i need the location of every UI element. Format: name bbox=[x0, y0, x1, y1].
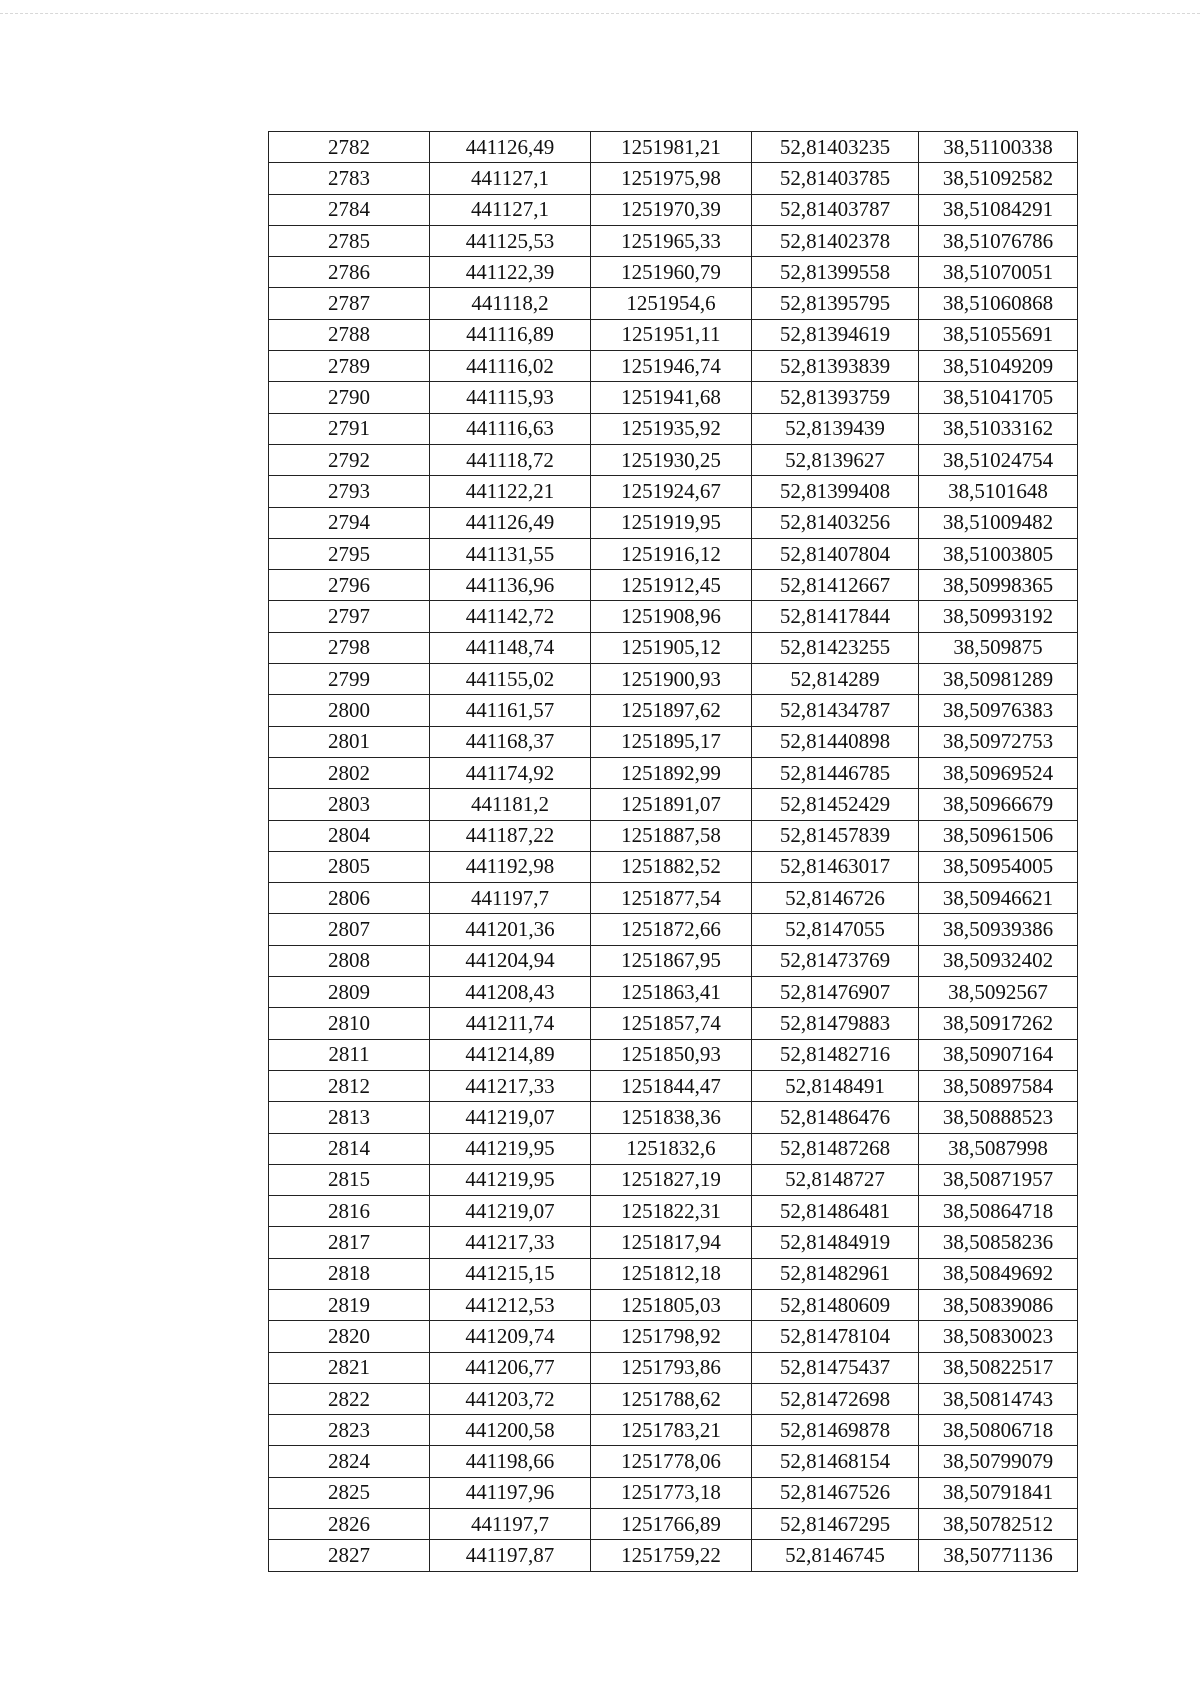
latitude-cell: 52,81469878 bbox=[752, 1415, 919, 1446]
table-row bbox=[269, 977, 1078, 1008]
longitude-cell: 38,50961506 bbox=[919, 820, 1078, 851]
table-row bbox=[269, 382, 1078, 413]
x-coordinate-cell: 441208,43 bbox=[430, 977, 591, 1008]
point-number-cell: 2797 bbox=[269, 601, 430, 632]
y-coordinate-cell: 1251805,03 bbox=[591, 1289, 752, 1320]
latitude-cell: 52,8146726 bbox=[752, 883, 919, 914]
y-coordinate-cell: 1251766,89 bbox=[591, 1509, 752, 1540]
x-coordinate-cell: 441197,87 bbox=[430, 1540, 591, 1571]
y-coordinate-cell: 1251867,95 bbox=[591, 945, 752, 976]
y-coordinate-cell: 1251832,6 bbox=[591, 1133, 752, 1164]
longitude-cell: 38,50998365 bbox=[919, 570, 1078, 601]
y-coordinate-cell: 1251916,12 bbox=[591, 538, 752, 569]
table-row bbox=[269, 632, 1078, 663]
y-coordinate-cell: 1251773,18 bbox=[591, 1477, 752, 1508]
x-coordinate-cell: 441197,7 bbox=[430, 1509, 591, 1540]
table-row bbox=[269, 695, 1078, 726]
x-coordinate-cell: 441219,95 bbox=[430, 1164, 591, 1195]
x-coordinate-cell: 441201,36 bbox=[430, 914, 591, 945]
table-row bbox=[269, 476, 1078, 507]
x-coordinate-cell: 441127,1 bbox=[430, 163, 591, 194]
latitude-cell: 52,81478104 bbox=[752, 1321, 919, 1352]
table-row bbox=[269, 1477, 1078, 1508]
x-coordinate-cell: 441155,02 bbox=[430, 664, 591, 695]
x-coordinate-cell: 441214,89 bbox=[430, 1039, 591, 1070]
point-number-cell: 2827 bbox=[269, 1540, 430, 1571]
y-coordinate-cell: 1251965,33 bbox=[591, 225, 752, 256]
y-coordinate-cell: 1251981,21 bbox=[591, 132, 752, 163]
longitude-cell: 38,50966679 bbox=[919, 789, 1078, 820]
y-coordinate-cell: 1251759,22 bbox=[591, 1540, 752, 1571]
longitude-cell: 38,51092582 bbox=[919, 163, 1078, 194]
table-row bbox=[269, 1383, 1078, 1414]
table-row bbox=[269, 1446, 1078, 1477]
x-coordinate-cell: 441211,74 bbox=[430, 1008, 591, 1039]
latitude-cell: 52,8139439 bbox=[752, 413, 919, 444]
latitude-cell: 52,81393839 bbox=[752, 351, 919, 382]
point-number-cell: 2784 bbox=[269, 194, 430, 225]
latitude-cell: 52,81484919 bbox=[752, 1227, 919, 1258]
point-number-cell: 2787 bbox=[269, 288, 430, 319]
y-coordinate-cell: 1251783,21 bbox=[591, 1415, 752, 1446]
point-number-cell: 2818 bbox=[269, 1258, 430, 1289]
table-row bbox=[269, 413, 1078, 444]
latitude-cell: 52,81482961 bbox=[752, 1258, 919, 1289]
table-row bbox=[269, 1321, 1078, 1352]
longitude-cell: 38,50907164 bbox=[919, 1039, 1078, 1070]
latitude-cell: 52,81403787 bbox=[752, 194, 919, 225]
y-coordinate-cell: 1251812,18 bbox=[591, 1258, 752, 1289]
latitude-cell: 52,81457839 bbox=[752, 820, 919, 851]
x-coordinate-cell: 441181,2 bbox=[430, 789, 591, 820]
x-coordinate-cell: 441127,1 bbox=[430, 194, 591, 225]
table-row bbox=[269, 257, 1078, 288]
latitude-cell: 52,8148491 bbox=[752, 1070, 919, 1101]
point-number-cell: 2792 bbox=[269, 444, 430, 475]
longitude-cell: 38,50993192 bbox=[919, 601, 1078, 632]
longitude-cell: 38,51076786 bbox=[919, 225, 1078, 256]
longitude-cell: 38,51060868 bbox=[919, 288, 1078, 319]
table-row bbox=[269, 1133, 1078, 1164]
x-coordinate-cell: 441118,72 bbox=[430, 444, 591, 475]
point-number-cell: 2807 bbox=[269, 914, 430, 945]
longitude-cell: 38,5101648 bbox=[919, 476, 1078, 507]
x-coordinate-cell: 441125,53 bbox=[430, 225, 591, 256]
x-coordinate-cell: 441122,39 bbox=[430, 257, 591, 288]
longitude-cell: 38,51033162 bbox=[919, 413, 1078, 444]
table-row bbox=[269, 789, 1078, 820]
longitude-cell: 38,50946621 bbox=[919, 883, 1078, 914]
x-coordinate-cell: 441219,07 bbox=[430, 1102, 591, 1133]
y-coordinate-cell: 1251798,92 bbox=[591, 1321, 752, 1352]
point-number-cell: 2809 bbox=[269, 977, 430, 1008]
x-coordinate-cell: 441116,63 bbox=[430, 413, 591, 444]
latitude-cell: 52,81482716 bbox=[752, 1039, 919, 1070]
y-coordinate-cell: 1251905,12 bbox=[591, 632, 752, 663]
y-coordinate-cell: 1251908,96 bbox=[591, 601, 752, 632]
longitude-cell: 38,50814743 bbox=[919, 1383, 1078, 1414]
x-coordinate-cell: 441126,49 bbox=[430, 132, 591, 163]
y-coordinate-cell: 1251857,74 bbox=[591, 1008, 752, 1039]
point-number-cell: 2821 bbox=[269, 1352, 430, 1383]
table-row bbox=[269, 1352, 1078, 1383]
point-number-cell: 2810 bbox=[269, 1008, 430, 1039]
latitude-cell: 52,81399408 bbox=[752, 476, 919, 507]
y-coordinate-cell: 1251900,93 bbox=[591, 664, 752, 695]
table-row bbox=[269, 1415, 1078, 1446]
longitude-cell: 38,50954005 bbox=[919, 851, 1078, 882]
x-coordinate-cell: 441217,33 bbox=[430, 1227, 591, 1258]
point-number-cell: 2816 bbox=[269, 1196, 430, 1227]
latitude-cell: 52,81434787 bbox=[752, 695, 919, 726]
table-row bbox=[269, 507, 1078, 538]
y-coordinate-cell: 1251912,45 bbox=[591, 570, 752, 601]
point-number-cell: 2798 bbox=[269, 632, 430, 663]
y-coordinate-cell: 1251844,47 bbox=[591, 1070, 752, 1101]
table-row bbox=[269, 883, 1078, 914]
x-coordinate-cell: 441116,89 bbox=[430, 319, 591, 350]
y-coordinate-cell: 1251817,94 bbox=[591, 1227, 752, 1258]
table-row bbox=[269, 1258, 1078, 1289]
y-coordinate-cell: 1251946,74 bbox=[591, 351, 752, 382]
point-number-cell: 2794 bbox=[269, 507, 430, 538]
table-row bbox=[269, 194, 1078, 225]
point-number-cell: 2822 bbox=[269, 1383, 430, 1414]
y-coordinate-cell: 1251778,06 bbox=[591, 1446, 752, 1477]
x-coordinate-cell: 441161,57 bbox=[430, 695, 591, 726]
x-coordinate-cell: 441197,7 bbox=[430, 883, 591, 914]
x-coordinate-cell: 441187,22 bbox=[430, 820, 591, 851]
y-coordinate-cell: 1251850,93 bbox=[591, 1039, 752, 1070]
latitude-cell: 52,81402378 bbox=[752, 225, 919, 256]
x-coordinate-cell: 441204,94 bbox=[430, 945, 591, 976]
x-coordinate-cell: 441206,77 bbox=[430, 1352, 591, 1383]
point-number-cell: 2808 bbox=[269, 945, 430, 976]
point-number-cell: 2826 bbox=[269, 1509, 430, 1540]
longitude-cell: 38,50849692 bbox=[919, 1258, 1078, 1289]
longitude-cell: 38,51024754 bbox=[919, 444, 1078, 475]
latitude-cell: 52,81393759 bbox=[752, 382, 919, 413]
y-coordinate-cell: 1251872,66 bbox=[591, 914, 752, 945]
longitude-cell: 38,50969524 bbox=[919, 757, 1078, 788]
longitude-cell: 38,50782512 bbox=[919, 1509, 1078, 1540]
longitude-cell: 38,50799079 bbox=[919, 1446, 1078, 1477]
table-row bbox=[269, 1008, 1078, 1039]
y-coordinate-cell: 1251863,41 bbox=[591, 977, 752, 1008]
x-coordinate-cell: 441148,74 bbox=[430, 632, 591, 663]
y-coordinate-cell: 1251891,07 bbox=[591, 789, 752, 820]
latitude-cell: 52,81486476 bbox=[752, 1102, 919, 1133]
longitude-cell: 38,5087998 bbox=[919, 1133, 1078, 1164]
latitude-cell: 52,81403785 bbox=[752, 163, 919, 194]
y-coordinate-cell: 1251930,25 bbox=[591, 444, 752, 475]
table-row bbox=[269, 1164, 1078, 1195]
y-coordinate-cell: 1251951,11 bbox=[591, 319, 752, 350]
table-row bbox=[269, 914, 1078, 945]
point-number-cell: 2819 bbox=[269, 1289, 430, 1320]
latitude-cell: 52,81472698 bbox=[752, 1383, 919, 1414]
x-coordinate-cell: 441126,49 bbox=[430, 507, 591, 538]
table-row bbox=[269, 851, 1078, 882]
longitude-cell: 38,51003805 bbox=[919, 538, 1078, 569]
table-row bbox=[269, 1196, 1078, 1227]
table-row bbox=[269, 1102, 1078, 1133]
y-coordinate-cell: 1251941,68 bbox=[591, 382, 752, 413]
latitude-cell: 52,8146745 bbox=[752, 1540, 919, 1571]
table-row bbox=[269, 351, 1078, 382]
x-coordinate-cell: 441197,96 bbox=[430, 1477, 591, 1508]
longitude-cell: 38,50864718 bbox=[919, 1196, 1078, 1227]
latitude-cell: 52,81417844 bbox=[752, 601, 919, 632]
point-number-cell: 2793 bbox=[269, 476, 430, 507]
longitude-cell: 38,50917262 bbox=[919, 1008, 1078, 1039]
y-coordinate-cell: 1251919,95 bbox=[591, 507, 752, 538]
coordinates-table bbox=[268, 131, 1078, 1572]
y-coordinate-cell: 1251822,31 bbox=[591, 1196, 752, 1227]
table-row bbox=[269, 1540, 1078, 1571]
longitude-cell: 38,50972753 bbox=[919, 726, 1078, 757]
y-coordinate-cell: 1251895,17 bbox=[591, 726, 752, 757]
x-coordinate-cell: 441198,66 bbox=[430, 1446, 591, 1477]
longitude-cell: 38,51049209 bbox=[919, 351, 1078, 382]
point-number-cell: 2801 bbox=[269, 726, 430, 757]
table-row bbox=[269, 820, 1078, 851]
longitude-cell: 38,5092567 bbox=[919, 977, 1078, 1008]
latitude-cell: 52,81407804 bbox=[752, 538, 919, 569]
latitude-cell: 52,81403235 bbox=[752, 132, 919, 163]
latitude-cell: 52,81479883 bbox=[752, 1008, 919, 1039]
latitude-cell: 52,81399558 bbox=[752, 257, 919, 288]
point-number-cell: 2805 bbox=[269, 851, 430, 882]
x-coordinate-cell: 441142,72 bbox=[430, 601, 591, 632]
point-number-cell: 2799 bbox=[269, 664, 430, 695]
latitude-cell: 52,81467295 bbox=[752, 1509, 919, 1540]
table-row bbox=[269, 444, 1078, 475]
point-number-cell: 2789 bbox=[269, 351, 430, 382]
latitude-cell: 52,8148727 bbox=[752, 1164, 919, 1195]
table-row bbox=[269, 225, 1078, 256]
latitude-cell: 52,81394619 bbox=[752, 319, 919, 350]
y-coordinate-cell: 1251970,39 bbox=[591, 194, 752, 225]
longitude-cell: 38,50976383 bbox=[919, 695, 1078, 726]
longitude-cell: 38,50806718 bbox=[919, 1415, 1078, 1446]
x-coordinate-cell: 441136,96 bbox=[430, 570, 591, 601]
y-coordinate-cell: 1251960,79 bbox=[591, 257, 752, 288]
latitude-cell: 52,81476907 bbox=[752, 977, 919, 1008]
x-coordinate-cell: 441118,2 bbox=[430, 288, 591, 319]
x-coordinate-cell: 441116,02 bbox=[430, 351, 591, 382]
latitude-cell: 52,8147055 bbox=[752, 914, 919, 945]
table-row bbox=[269, 1509, 1078, 1540]
latitude-cell: 52,81473769 bbox=[752, 945, 919, 976]
x-coordinate-cell: 441215,15 bbox=[430, 1258, 591, 1289]
table-row bbox=[269, 1070, 1078, 1101]
latitude-cell: 52,81395795 bbox=[752, 288, 919, 319]
latitude-cell: 52,81463017 bbox=[752, 851, 919, 882]
coordinates-table-body bbox=[269, 132, 1078, 1572]
y-coordinate-cell: 1251793,86 bbox=[591, 1352, 752, 1383]
point-number-cell: 2800 bbox=[269, 695, 430, 726]
longitude-cell: 38,50822517 bbox=[919, 1352, 1078, 1383]
x-coordinate-cell: 441174,92 bbox=[430, 757, 591, 788]
latitude-cell: 52,81403256 bbox=[752, 507, 919, 538]
latitude-cell: 52,814289 bbox=[752, 664, 919, 695]
point-number-cell: 2820 bbox=[269, 1321, 430, 1352]
x-coordinate-cell: 441200,58 bbox=[430, 1415, 591, 1446]
point-number-cell: 2806 bbox=[269, 883, 430, 914]
latitude-cell: 52,8139627 bbox=[752, 444, 919, 475]
table-row bbox=[269, 570, 1078, 601]
x-coordinate-cell: 441219,07 bbox=[430, 1196, 591, 1227]
point-number-cell: 2825 bbox=[269, 1477, 430, 1508]
longitude-cell: 38,50932402 bbox=[919, 945, 1078, 976]
point-number-cell: 2804 bbox=[269, 820, 430, 851]
longitude-cell: 38,50839086 bbox=[919, 1289, 1078, 1320]
longitude-cell: 38,50791841 bbox=[919, 1477, 1078, 1508]
y-coordinate-cell: 1251882,52 bbox=[591, 851, 752, 882]
latitude-cell: 52,81423255 bbox=[752, 632, 919, 663]
longitude-cell: 38,51100338 bbox=[919, 132, 1078, 163]
point-number-cell: 2791 bbox=[269, 413, 430, 444]
table-row bbox=[269, 945, 1078, 976]
longitude-cell: 38,51070051 bbox=[919, 257, 1078, 288]
x-coordinate-cell: 441217,33 bbox=[430, 1070, 591, 1101]
longitude-cell: 38,509875 bbox=[919, 632, 1078, 663]
table-row bbox=[269, 132, 1078, 163]
x-coordinate-cell: 441115,93 bbox=[430, 382, 591, 413]
point-number-cell: 2796 bbox=[269, 570, 430, 601]
point-number-cell: 2817 bbox=[269, 1227, 430, 1258]
longitude-cell: 38,50871957 bbox=[919, 1164, 1078, 1195]
table-row bbox=[269, 757, 1078, 788]
table-row bbox=[269, 601, 1078, 632]
y-coordinate-cell: 1251975,98 bbox=[591, 163, 752, 194]
y-coordinate-cell: 1251827,19 bbox=[591, 1164, 752, 1195]
y-coordinate-cell: 1251788,62 bbox=[591, 1383, 752, 1414]
y-coordinate-cell: 1251897,62 bbox=[591, 695, 752, 726]
latitude-cell: 52,81452429 bbox=[752, 789, 919, 820]
longitude-cell: 38,51009482 bbox=[919, 507, 1078, 538]
longitude-cell: 38,50981289 bbox=[919, 664, 1078, 695]
longitude-cell: 38,51041705 bbox=[919, 382, 1078, 413]
point-number-cell: 2783 bbox=[269, 163, 430, 194]
x-coordinate-cell: 441209,74 bbox=[430, 1321, 591, 1352]
longitude-cell: 38,51084291 bbox=[919, 194, 1078, 225]
point-number-cell: 2802 bbox=[269, 757, 430, 788]
y-coordinate-cell: 1251954,6 bbox=[591, 288, 752, 319]
latitude-cell: 52,81467526 bbox=[752, 1477, 919, 1508]
point-number-cell: 2790 bbox=[269, 382, 430, 413]
point-number-cell: 2782 bbox=[269, 132, 430, 163]
latitude-cell: 52,81468154 bbox=[752, 1446, 919, 1477]
longitude-cell: 38,50771136 bbox=[919, 1540, 1078, 1571]
point-number-cell: 2811 bbox=[269, 1039, 430, 1070]
latitude-cell: 52,81475437 bbox=[752, 1352, 919, 1383]
table-row bbox=[269, 664, 1078, 695]
point-number-cell: 2814 bbox=[269, 1133, 430, 1164]
latitude-cell: 52,81412667 bbox=[752, 570, 919, 601]
latitude-cell: 52,81487268 bbox=[752, 1133, 919, 1164]
y-coordinate-cell: 1251887,58 bbox=[591, 820, 752, 851]
longitude-cell: 38,50939386 bbox=[919, 914, 1078, 945]
latitude-cell: 52,81480609 bbox=[752, 1289, 919, 1320]
table-row bbox=[269, 1039, 1078, 1070]
longitude-cell: 38,50858236 bbox=[919, 1227, 1078, 1258]
table-row bbox=[269, 726, 1078, 757]
point-number-cell: 2803 bbox=[269, 789, 430, 820]
x-coordinate-cell: 441122,21 bbox=[430, 476, 591, 507]
point-number-cell: 2795 bbox=[269, 538, 430, 569]
point-number-cell: 2785 bbox=[269, 225, 430, 256]
longitude-cell: 38,50888523 bbox=[919, 1102, 1078, 1133]
table-row bbox=[269, 1227, 1078, 1258]
scan-edge-line bbox=[0, 13, 1200, 14]
y-coordinate-cell: 1251935,92 bbox=[591, 413, 752, 444]
latitude-cell: 52,81440898 bbox=[752, 726, 919, 757]
x-coordinate-cell: 441192,98 bbox=[430, 851, 591, 882]
point-number-cell: 2815 bbox=[269, 1164, 430, 1195]
point-number-cell: 2812 bbox=[269, 1070, 430, 1101]
y-coordinate-cell: 1251877,54 bbox=[591, 883, 752, 914]
point-number-cell: 2788 bbox=[269, 319, 430, 350]
y-coordinate-cell: 1251892,99 bbox=[591, 757, 752, 788]
y-coordinate-cell: 1251924,67 bbox=[591, 476, 752, 507]
x-coordinate-cell: 441219,95 bbox=[430, 1133, 591, 1164]
table-row bbox=[269, 163, 1078, 194]
longitude-cell: 38,50897584 bbox=[919, 1070, 1078, 1101]
table-row bbox=[269, 288, 1078, 319]
x-coordinate-cell: 441203,72 bbox=[430, 1383, 591, 1414]
table-row bbox=[269, 319, 1078, 350]
point-number-cell: 2813 bbox=[269, 1102, 430, 1133]
longitude-cell: 38,51055691 bbox=[919, 319, 1078, 350]
point-number-cell: 2786 bbox=[269, 257, 430, 288]
x-coordinate-cell: 441131,55 bbox=[430, 538, 591, 569]
latitude-cell: 52,81486481 bbox=[752, 1196, 919, 1227]
point-number-cell: 2823 bbox=[269, 1415, 430, 1446]
table-row bbox=[269, 1289, 1078, 1320]
x-coordinate-cell: 441168,37 bbox=[430, 726, 591, 757]
y-coordinate-cell: 1251838,36 bbox=[591, 1102, 752, 1133]
table-row bbox=[269, 538, 1078, 569]
latitude-cell: 52,81446785 bbox=[752, 757, 919, 788]
x-coordinate-cell: 441212,53 bbox=[430, 1289, 591, 1320]
point-number-cell: 2824 bbox=[269, 1446, 430, 1477]
longitude-cell: 38,50830023 bbox=[919, 1321, 1078, 1352]
